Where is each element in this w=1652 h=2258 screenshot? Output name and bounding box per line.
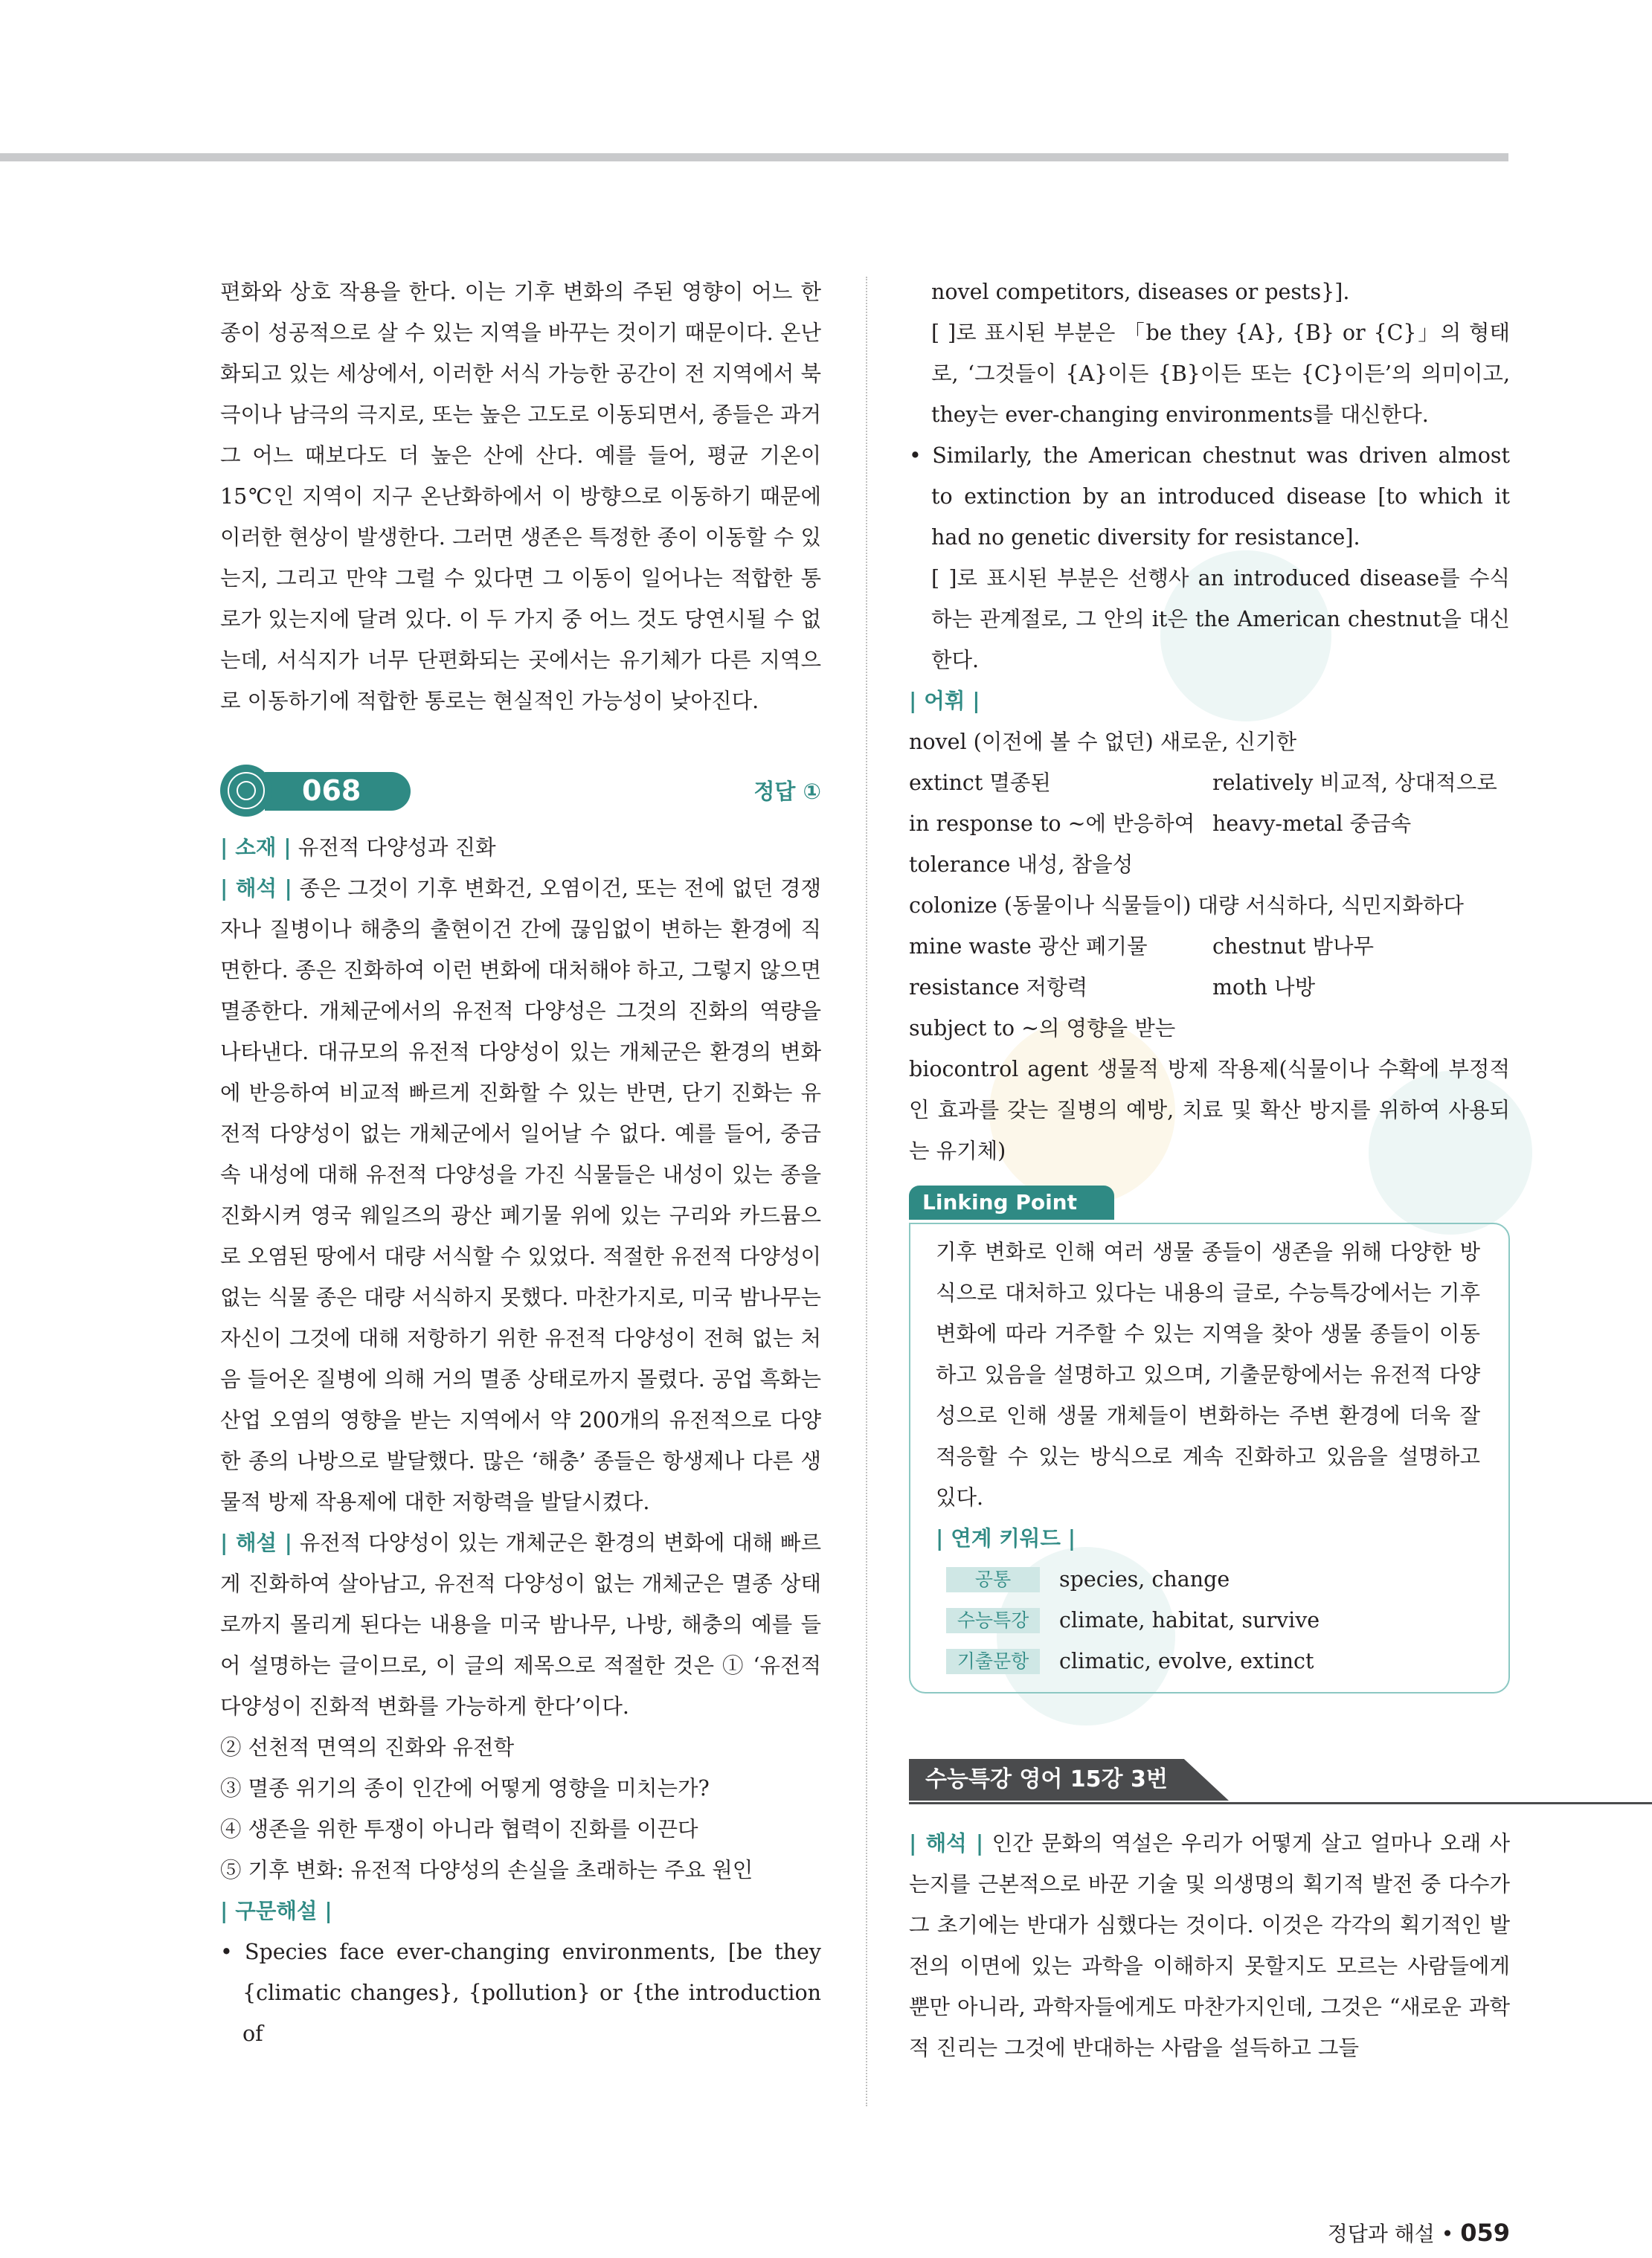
explanation-paragraph	[220, 1522, 821, 1727]
grammar-sentence-2: • Similarly, the American chestnut was driven almost to extinction by an introduced disease [to which it had no genetic diversity for resistance].	[909, 443, 1510, 550]
vocab-item: colonize (동물이나 식물들이) 대량 서식하다, 식민지화하다	[909, 893, 1464, 918]
linking-point-text: 기후 변화로 인해 여러 생물 종들이 생존을 위해 다양한 방식으로 대처하고 있다는 내용의 글로, 수능특강에서는 기후 변화에 따라 거주할 수 있는 지역을 찾아 생물 종들이 이동하고 있음을 설명하고 있으며, 기출문항에서는 유전적 다양성으로 인해 생물 개체들이 변화하는 주변 환경에 더욱 잘 적응할 수 있는 방식으로 계속 진화하고 있음을 설명하고 있다.	[936, 1240, 1480, 1510]
keyword-label: 수능특강	[946, 1608, 1040, 1633]
option-item: ③ 멸종 위기의 종이 인간에 어떻게 영향을 미치는가?	[220, 1776, 710, 1801]
vocab-item: relatively 비교적, 상대적으로	[1212, 771, 1497, 795]
footer-separator: •	[1441, 2222, 1454, 2246]
section-underline	[909, 1802, 1652, 1804]
vocab-item: tolerance 내성, 참을성	[909, 852, 1134, 877]
option-item: ⑤ 기후 변화: 유전적 다양성의 손실을 초래하는 주요 원인	[220, 1858, 753, 1882]
footer-label: 정답과 해설	[1327, 2222, 1435, 2246]
vocab-item: novel (이전에 볼 수 없던) 새로운, 신기한	[909, 730, 1297, 754]
keyword-row	[936, 1641, 1480, 1682]
keyword-words: climatic, evolve, extinct	[1059, 1649, 1314, 1673]
grammar-sentence-1-cont: novel competitors, diseases or pests}].	[931, 280, 1350, 304]
question-header	[220, 763, 821, 820]
explanation-tag: | 해설 |	[220, 1530, 292, 1555]
column-divider	[866, 277, 867, 2106]
page-number: 059	[1460, 2219, 1510, 2247]
topic-text: 유전적 다양성과 진화	[298, 835, 496, 860]
linking-point-title: Linking Point	[909, 1186, 1114, 1220]
keyword-words: climate, habitat, survive	[1059, 1608, 1320, 1633]
keyword-words: species, change	[1059, 1567, 1230, 1592]
linking-point-box	[909, 1182, 1510, 1694]
section-translation-tag: | 해석 |	[909, 1830, 984, 1856]
vocab-item: subject to ~의 영향을 받는	[909, 1016, 1176, 1040]
question-number: 068	[302, 774, 361, 807]
section-title: 수능특강 영어 15강 3번	[925, 1766, 1168, 1792]
vocab-item: in response to ~에 반응하여	[909, 811, 1195, 836]
keyword-label: 기출문항	[946, 1649, 1040, 1674]
keyword-tag: | 연계 키워드 |	[936, 1525, 1076, 1551]
vocab-item: chestnut 밤나무	[1212, 934, 1375, 959]
grammar-tag: | 구문해설 |	[220, 1898, 332, 1923]
translation-tag: | 해석 |	[220, 875, 292, 901]
vocab-row	[909, 762, 1510, 803]
intro-paragraph: 편화와 상호 작용을 한다. 이는 기후 변화의 주된 영향이 어느 한 종이 성공적으로 살 수 있는 지역을 바꾸는 것이기 때문이다. 온난화되고 있는 세상에서, 이러한 서식 가능한 공간이 전 지역에서 북극이나 남극의 극지로, 또는 높은 고도로 이동되면서, 종들은 과거 그 어느 때보다도 더 높은 산에 산다. 예를 들어, 평균 기온이 15℃인 지역이 지구 온난화하에서 이 방향으로 이동하기 때문에 이러한 현상이 발생한다. 그러면 생존은 특정한 종이 이동할 수 있는지, 그리고 만약 그럴 수 있다면 그 이동이 일어나는 적합한 통로가 있는지에 달려 있다. 이 두 가지 중 어느 것도 당연시될 수 없는데, 서식지가 너무 단편화되는 곳에서는 유기체가 다른 지역으로 이동하기에 적합한 통로는 현실적인 가능성이 낮아진다.	[220, 280, 821, 713]
top-rule	[0, 153, 1508, 161]
grammar-note-1: [ ]로 표시된 부분은 「be they {A}, {B} or {C}」의 형태로, ‘그것들이 {A}이든 {B}이든 또는 {C}이든’의 의미이고, they는 ever-changing environments를 대신한다.	[931, 321, 1510, 427]
keyword-label: 공통	[946, 1567, 1040, 1592]
vocab-item: heavy-metal 중금속	[1212, 811, 1412, 836]
vocab-row	[909, 926, 1510, 967]
vocab-item: mine waste 광산 폐기물	[909, 934, 1148, 959]
vocab-item: biocontrol agent 생물적 방제 작용제(식물이나 수확에 부정적인 효과를 갖는 질병의 예방, 치료 및 확산 방지를 위하여 사용되는 유기체)	[909, 1057, 1510, 1163]
section-header	[909, 1759, 1510, 1801]
vocab-item: resistance 저항력	[909, 975, 1088, 1000]
keyword-row	[936, 1600, 1480, 1641]
keyword-row	[936, 1559, 1480, 1600]
grammar-note-2: [ ]로 표시된 부분은 선행사 an introduced disease를 수식하는 관계절로, 그 안의 it은 the American chestnut을 대신한다.	[931, 566, 1510, 672]
option-item: ④ 생존을 위한 투쟁이 아니라 협력이 진화를 이끈다	[220, 1817, 698, 1842]
vocab-tag: | 어휘 |	[909, 688, 980, 713]
vocab-row	[909, 967, 1510, 1008]
section-translation-paragraph	[909, 1823, 1510, 2068]
section-translation-text: 인간 문화의 역설은 우리가 어떻게 살고 얼마나 오래 사는지를 근본적으로 바꾼 기술 및 의생명의 획기적 발전 중 다수가 그 초기에는 반대가 심했다는 것이다. 이것은 각각의 획기적인 발전의 이면에 있는 과학을 이해하지 못할지도 모르는 사람들에게 뿐만 아니라, 과학자들에게도 마찬가지인데, 그것은 “새로운 과학적 진리는 그것에 반대하는 사람을 설득하고 그들	[909, 1831, 1510, 2060]
vocab-row	[909, 803, 1510, 844]
linking-point-body	[909, 1223, 1510, 1694]
grammar-sentence-1: • Species face ever-changing environments, [be they {climatic changes}, {pollution} or {the introduction of	[220, 1940, 821, 2046]
vocab-item: extinct 멸종된	[909, 771, 1051, 795]
vocab-item: moth 나방	[1212, 975, 1316, 1000]
page-footer	[1328, 2218, 1510, 2249]
explanation-text: 유전적 다양성이 있는 개체군은 환경의 변화에 대해 빠르게 진화하여 살아남고, 유전적 다양성이 없는 개체군은 멸종 상태로까지 몰리게 된다는 내용을 미국 밤나무, 나방, 해충의 예를 들어 설명하는 글이므로, 이 글의 제목으로 적절한 것은 ① ‘유전적 다양성이 진화적 변화를 가능하게 한다’이다.	[220, 1531, 821, 1719]
target-icon	[220, 765, 272, 817]
topic-tag: | 소재 |	[220, 834, 292, 860]
left-column	[220, 271, 821, 2054]
translation-paragraph	[220, 868, 821, 1522]
translation-text: 종은 그것이 기후 변화건, 오염이건, 또는 전에 없던 경쟁자나 질병이나 해충의 출현이건 간에 끊임없이 변하는 환경에 직면한다. 종은 진화하여 이런 변화에 대처해야 하고, 그렇지 않으면 멸종한다. 개체군에서의 유전적 다양성은 그것의 진화의 역량을 나타낸다. 대규모의 유전적 다양성이 있는 개체군은 환경의 변화에 반응하여 비교적 빠르게 진화할 수 있는 반면, 단기 진화는 유전적 다양성이 없는 개체군에서 일어날 수 없다. 예를 들어, 중금속 내성에 대해 유전적 다양성을 가진 식물들은 내성이 있는 종을 진화시켜 영국 웨일즈의 광산 폐기물 위에 있는 구리와 카드뮴으로 오염된 땅에서 대량 서식할 수 있었다. 적절한 유전적 다양성이 없는 식물 종은 대량 서식하지 못했다. 마찬가지로, 미국 밤나무는 자신이 그것에 대해 저항하기 위한 유전적 다양성이 전혀 없는 처음 들어온 질병에 의해 거의 멸종 상태로까지 몰렸다. 공업 흑화는 산업 오염의 영향을 받는 지역에서 약 200개의 유전적으로 다양한 종의 나방으로 발달했다. 많은 ‘해충’ 종들은 항생제나 다른 생물적 방제 작용제에 대한 저항력을 발달시켰다.	[220, 876, 821, 1514]
option-item: ② 선천적 면역의 진화와 유전학	[220, 1735, 515, 1760]
topic-line	[220, 827, 821, 868]
answer-label: 정답 ①	[753, 779, 821, 804]
right-column	[909, 271, 1510, 2068]
